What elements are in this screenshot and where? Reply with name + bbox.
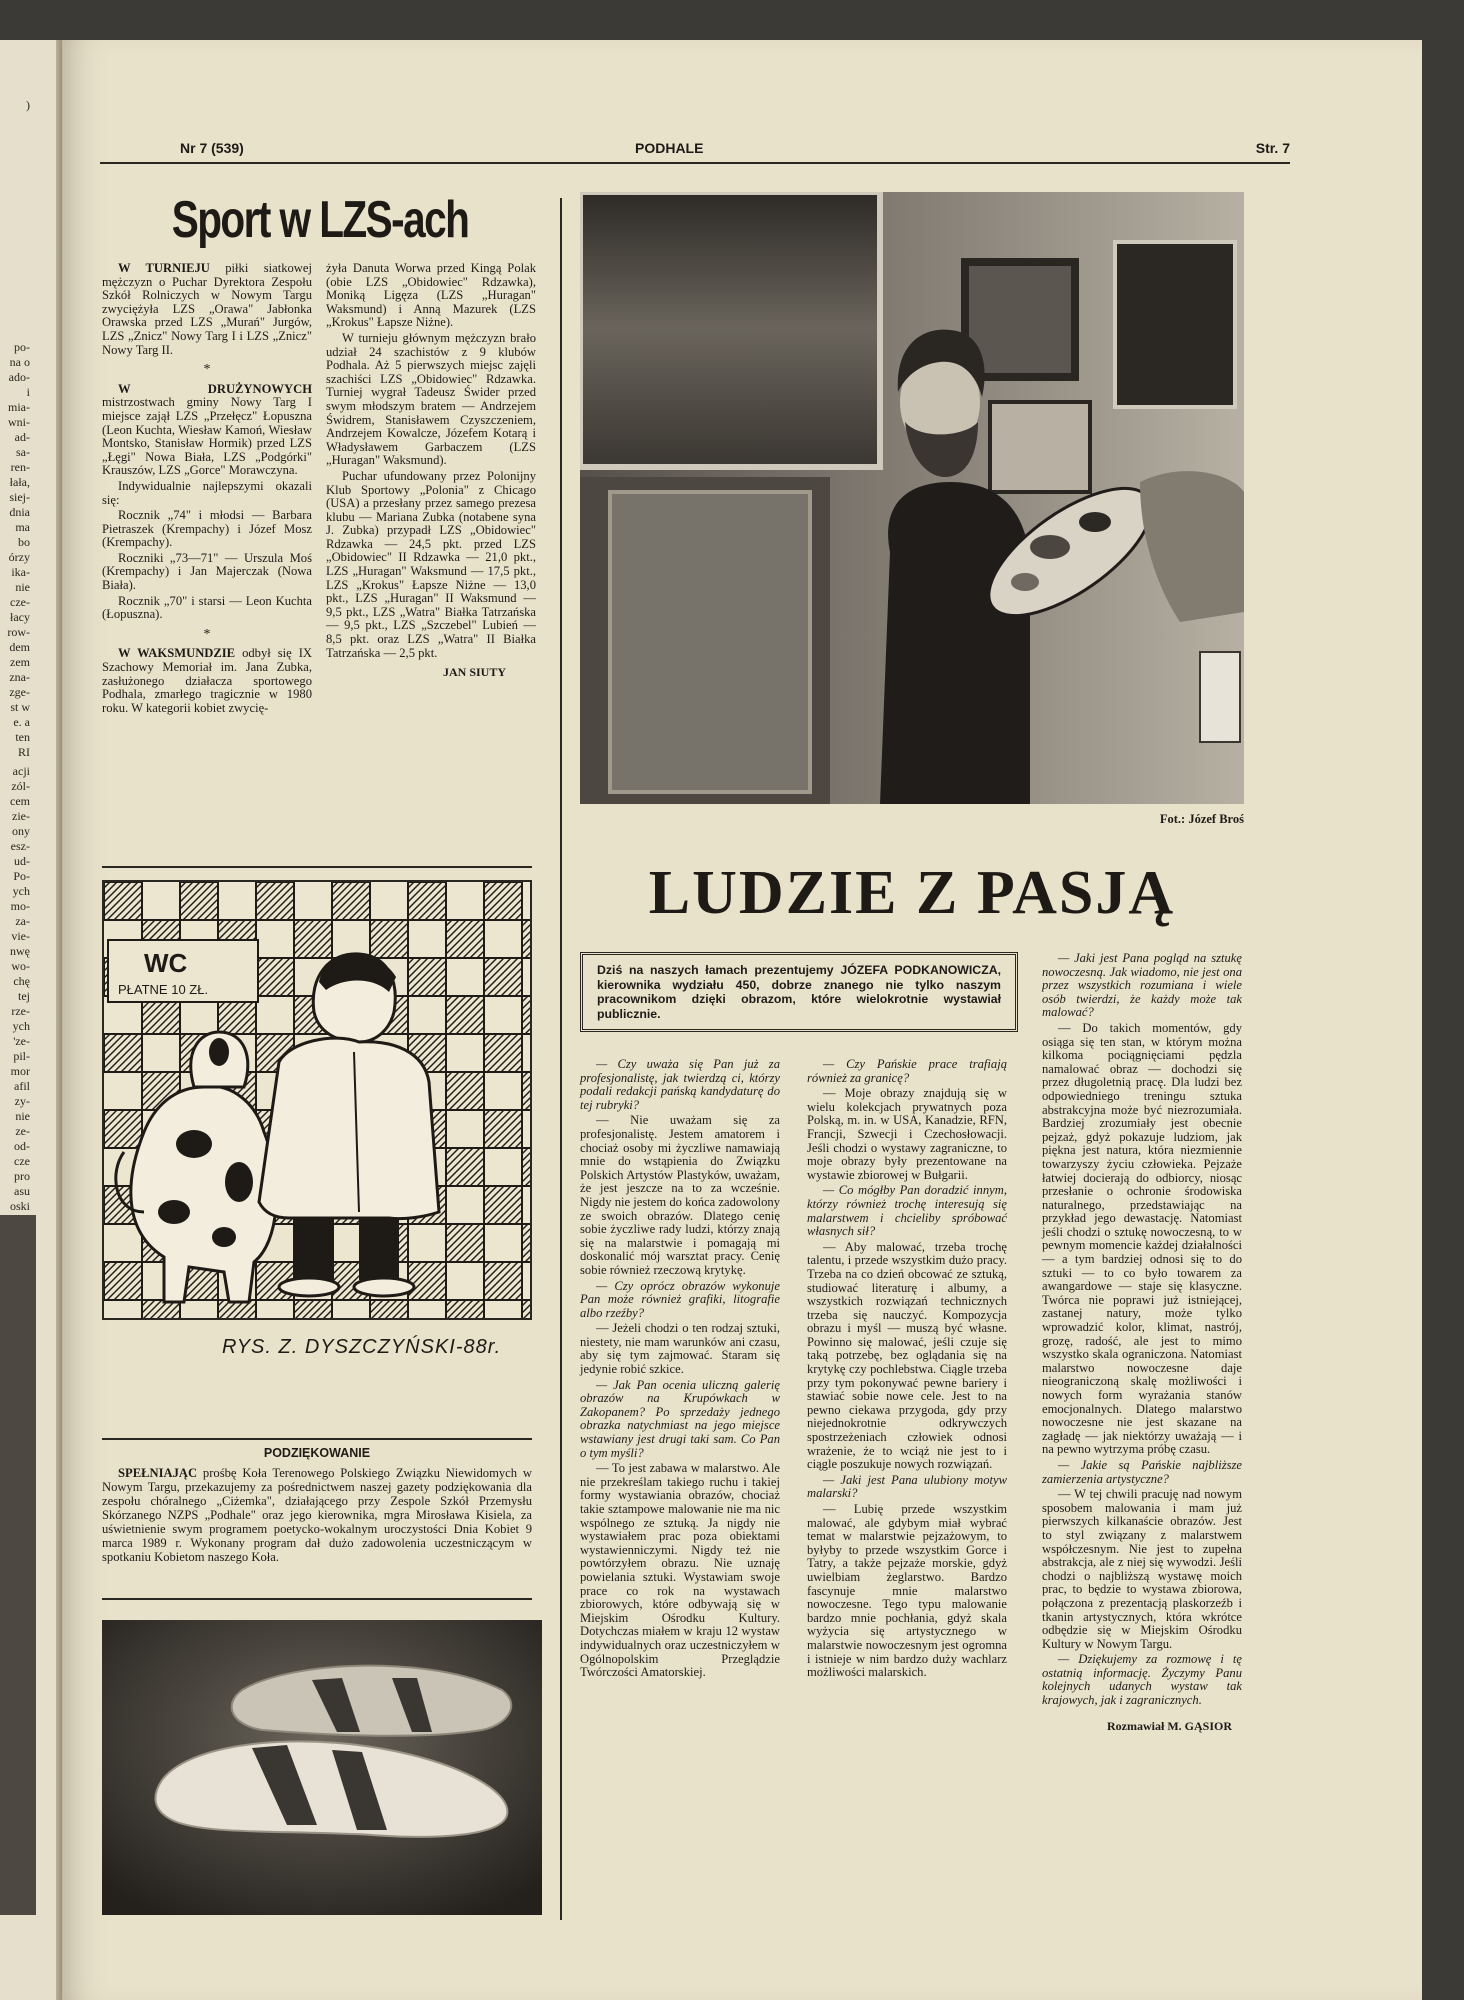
thanks-text: prośbę Koła Terenowego Polskiego Związku Niewidomych w Nowym Targu, przekazujemy za pośrednictwem naszej gazety podziękowania dla zespołu chóralnego „Ciżemka", działającego przy Zespole Szkół Przemysłu Skórzanego NZPS „Podhale" oraz jego kierownika, mgra Mirosława Kisiela, za uświetnienie swym programem poetycko-wokalnym uroczystości Dnia Kobiet 9 marca 1989 r. Wykonany program dał dużo zadowolenia uczestniczącym w spotkaniu Kobietom naszego Koła. xyxy=(102,1466,532,1564)
section-rule xyxy=(102,866,532,868)
fragment-line: pil- xyxy=(13,1049,30,1063)
interview-column-3 xyxy=(1042,952,1242,1733)
fragment-line: mia- xyxy=(8,400,30,414)
interview-question: — Jak Pan ocenia uliczną galerię obrazów na Krupówkach w Zakopanem? Po sprzedaży jednego obrazka natychmiast na jego miejsce wstawiany jest drugi taki sam. Co Pan o tym myśli? xyxy=(580,1377,780,1460)
fragment-line: ych xyxy=(12,1019,30,1033)
fragment-line: chę xyxy=(13,974,30,988)
sport-headline: Sport w LZS-ach xyxy=(171,191,469,249)
asterisk-separator: * xyxy=(203,362,211,378)
sport-paragraph xyxy=(102,383,312,478)
sport-paragraph: żyła Danuta Worwa przed Kingą Polak (obie LZS „Obidowiec" Rdzawka), Moniką Ligęza (LZS „Huragan" Waksmund) i Anną Mazurek (LZS „Krokus" Łapsze Niżne). xyxy=(326,261,536,330)
sport-paragraph xyxy=(102,647,312,715)
lead-words: W TURNIEJU xyxy=(118,261,210,275)
fragment-line: i xyxy=(26,385,30,399)
section-rule xyxy=(102,1438,532,1440)
shoe-photo xyxy=(102,1620,542,1915)
fragment-line: ) xyxy=(26,98,30,112)
interview-answer: — Lubię przede wszystkim malować, ale gdybym miał wybrać temat w malarstwie pejzażowym, to byłyby to przede wszystkim Gorce i Tatry, a także pejzaże morskie, gdyż uwielbiam żeglarstwo. Bardzo fascynuje mnie malarstwo nowoczesne. Tego typu malowanie bardzo mnie pochłania, gdyż skala wyżycia się artystycznego w malarstwie nowoczesnym jest ogromna i istnieje w nim bardzo duży wachlarz możliwości malarskich. xyxy=(807,1502,1007,1680)
fragment-line: ado- xyxy=(8,370,30,384)
interview-answer: — Do takich momentów, gdy osiąga się ten stan, w którym można kilkoma pociągnięciami pędzla namalować obraz — dochodzi się przez długoletnią pracę. Dla ludzi bez odpowiedniego treningu sztuka abstrakcyjna może być niezrozumiała. Bardziej zrozumiały jest obecnie pejzaż, gdyż pokazuje ludziom, jak piękna jest natura, która niezmiennie towarzyszy życiu człowieka. Pejzaże łatwiej docierają do odbiorcy, niosąc przesłanie o ochronie środowiska naturalnego, przedstawiając na przykład jego dewastację. Natomiast jeśli chodzi o sztukę nowoczesną, to w pewnym momencie każdej działalności — a tym bardziej odnosi się to do sztuki — to co było towarem za awangardowe — staje się klasyczne. Twórca nie poprawi już istniejącej, zastanej natury, może tylko wprowadzić kolor, klimat, nastrój, grozę, radość, ale jest to mimo wszystko skala ograniczona. Natomiast malarstwo nowoczesne daje nieograniczoną skalę możliwości i nowych form wyrażania stanów emocjonalnych. Dlatego malarstwo nowoczesne nie jest skazane na zagładę — jak niektórzy uważają — i na pewno wytrzyma próbę czasu. xyxy=(1042,1020,1242,1457)
newspaper-page xyxy=(62,40,1422,2000)
interview-column-1 xyxy=(580,1058,780,1682)
feature-lead: Dziś na naszych łamach prezentujemy JÓZEFA PODKANOWICZA, kierownika wydziału 450, dobrze znanego nie tylko naszym pracownikom dzięki obrazom, które wielokrotnie wystawiał publicznie. xyxy=(580,952,1018,1032)
fragment-line: na o xyxy=(9,355,30,369)
fragment-line: zól- xyxy=(11,779,30,793)
fragment-line: dem xyxy=(9,640,30,654)
fragment-line: oski xyxy=(9,1199,30,1213)
interview-answer: — Jeżeli chodzi o ten rodzaj sztuki, niestety, nie mam warunków ani czasu, aby się tym zajmować. Staram się jedynie robić szkice. xyxy=(580,1321,780,1377)
interview-question: — Dziękujemy za rozmowę i tę ostatnią informację. Życzymy Panu kolejnych udanych wystaw tak krajowych, jak i zagranicznych. xyxy=(1042,1652,1242,1708)
photo-credit: Fot.: Józef Broś xyxy=(1159,812,1244,826)
fragment-line: cze- xyxy=(10,595,30,609)
wc-sign-price: PŁATNE 10 ZŁ. xyxy=(118,982,209,997)
fragment-line: wo- xyxy=(11,959,30,973)
column-divider xyxy=(560,198,562,1920)
interview-answer: — W tej chwili pracuję nad nowym sposobem malowania i mam już pierwszych kilkanaście obrazów. Jest to styl związany z malarstwem współczesnym. Nie jest to zupełna abstrakcja, ale z niej się wywodzi. Jeśli chodzi o najbliższą wystawę moich prac, to będzie to wystawa zbiorowa, połączona z prezentacją plaskorzeźb i tkanin artystycznych, która wkrótce odbędzie się w Miejskim Ośrodku Kultury w Nowym Targu. xyxy=(1042,1487,1242,1651)
fragment-line: sa- xyxy=(16,445,30,459)
thanks-lead: SPEŁNIAJĄC xyxy=(118,1466,198,1480)
fragment-line: cze xyxy=(14,1154,30,1168)
paper-name: PODHALE xyxy=(635,140,704,156)
fragment-line: tej xyxy=(18,989,30,1003)
fragment-line: asu xyxy=(14,1184,30,1198)
fragment-line: dnia xyxy=(9,505,30,519)
fragment-line: pro xyxy=(14,1169,30,1183)
fragment-line: zy- xyxy=(14,1094,30,1108)
painter-photo xyxy=(580,192,1244,804)
running-header xyxy=(100,140,1290,162)
cartoon-signature: RYS. Z. DYSZCZYŃSKI-88r. xyxy=(222,1336,502,1358)
fragment-line: mo- xyxy=(10,899,30,913)
feature-headline: LUDZIE Z PASJĄ xyxy=(648,859,1176,927)
fragment-line: cem xyxy=(10,794,30,808)
fragment-line: siej- xyxy=(9,490,30,504)
fragment-line: po- xyxy=(14,340,30,354)
fragment-line: zem xyxy=(10,655,30,669)
interview-question: — Co mógłby Pan doradzić innym, którzy również trochę interesują się malarstwem i chcieliby spróbować własnych sił? xyxy=(807,1183,1007,1239)
sport-column-1 xyxy=(102,262,312,717)
left-fragment-top xyxy=(0,98,30,113)
interview-question: — Czy Pańskie prace trafiają również za granicę? xyxy=(807,1057,1007,1085)
sport-paragraph xyxy=(102,509,312,550)
fragment-line: RI xyxy=(18,745,30,759)
fragment-line: row- xyxy=(7,625,30,639)
header-rule xyxy=(100,162,1290,164)
asterisk-separator: * xyxy=(203,626,211,642)
fragment-line: wni- xyxy=(8,415,30,429)
fragment-line: bo xyxy=(18,535,30,549)
paragraph-text: Indywidualnie najlepszymi okazali się: xyxy=(102,478,312,507)
thanks-body xyxy=(102,1466,532,1564)
fragment-line: ren- xyxy=(10,460,30,474)
fragment-line: ony xyxy=(12,824,30,838)
fragment-line: mor xyxy=(10,1064,30,1078)
fragment-line: od- xyxy=(14,1139,30,1153)
fragment-line: Po- xyxy=(13,869,30,883)
fragment-line: afil xyxy=(14,1079,30,1093)
lead-words: W WAKSMUNDZIE xyxy=(118,646,236,661)
section-rule xyxy=(102,1598,532,1600)
left-fragment-lower xyxy=(0,764,30,1229)
interview-question: — Jaki jest Pana pogląd na sztukę nowoczesną. Jak wiadomo, nie jest ona przez wszystkich rozumiana i wiele osób twierdzi, że każdy może tak malować? xyxy=(1042,951,1242,1020)
fragment-line: rze- xyxy=(11,1004,30,1018)
fragment-line: nie xyxy=(15,580,30,594)
sport-paragraph xyxy=(102,552,312,593)
fragment-line: ych xyxy=(12,884,30,898)
sport-column-2 xyxy=(326,262,536,680)
sport-paragraph: Puchar ufundowany przez Polonijny Klub Sportowy „Polonia" z Chicago (USA) a przesłany przez samego prezesa klubu — Mariana Zubka (notabene syna J. Zubka) przypadł LZS „Obidowiec" Rdzawka — 24,5 pkt. przed LZS „Obidowiec" II Rdzawka — 21,0 pkt., LZS „Huragan" Waksmund — 17,5 pkt., LZS „Krokus" Łapsze Niżne — 13,0 pkt., LZS „Huragan" II Waksmund — 9,5 pkt., LZS „Watra" Białka Tatrzańska — 9,5 pkt., LZS „Szczebel" Lubień — 8,5 pkt. oraz LZS „Watra" II Białka Tatrzańska — 2,5 pkt. xyxy=(326,468,536,660)
fragment-line: ze- xyxy=(15,1124,30,1138)
paragraph-text: piłki siatkowej mężczyzn o Puchar Dyrektora Zespołu Szkół Rolniczych w Nowym Targu zwyciężyła LZS „Orawa" Jabłonka Orawska przed LZS „Murań" Jurgów, LZS „Znicz" Nowy Targ I i LZS „Znicz" Nowy Targ II. xyxy=(102,261,312,357)
interview-question: — Jakie są Pańskie najbliższe zamierzenia artystyczne? xyxy=(1042,1457,1242,1486)
fragment-line: łała, xyxy=(9,475,30,489)
adjacent-page-fragment xyxy=(0,40,62,2000)
sport-paragraph: W turnieju głównym mężczyzn brało udział 24 szachistów z 9 klubów Podhala. Aż 5 pierwszych miejsc zajęli szachiści LZS „Obidowiec" Rdzawka. Turniej wygrał Tadeusz Świder przed swym młodszym bratem — Andrzejem Świdrem, Stanisławem Czyszczeniem, Andrzejem Kowalcze, Józefem Kotarą i Władysławem Garbaczem (LZS „Huragan" Waksmund). xyxy=(326,330,536,468)
interview-answer: — Aby malować, trzeba trochę talentu, i przede wszystkim dużo pracy. Trzeba na co dzień obcować ze sztuką, studiować literaturę i albumy, a wszystkich rozwiązań technicznych trzeba się nauczyć. Kompozycja obrazu i myśl — muszą być własne. Powinno się malować, jeśli czuje się taką potrzebę, bez oglądania się na krytykę czy pochlebstwa. Ciągle trzeba przy tym pokonywać pewne bariery i stawiać sobie nowe cele. Jest to na pewno ciekawa przygoda, gdy przy niejednokrotnie odkrywczych spostrzeżeniach człowiek odnosi wrażenie, że to wciąż nie jest to i ciągle poszukuje nowych rozwiązań. xyxy=(807,1239,1007,1472)
fragment-line: zge- xyxy=(9,685,30,699)
interview-question: — Czy uważa się Pan już za profesjonalistę, jak twierdzą ci, którzy podali redakcji pańską kandydaturę do tej rubryki? xyxy=(580,1057,780,1112)
interview-answer: — Nie uważam się za profesjonalistę. Jestem amatorem i chociaż osoby mi życzliwe namawiają mnie do wstąpienia do Związku Polskich Artystów Plastyków, uważam, że jest jeszcze na to za wcześnie. Nigdy nie jestem do końca zadowolony ze swoich obrazów. Dlatego cenię sobie życzliwe rady ludzi, którzy znają się na malarstwie i pomagają mi doskonalić mój warsztat pracy. Cenię sobie również rzeczową krytykę. xyxy=(580,1113,780,1277)
sport-paragraph xyxy=(102,262,312,357)
page-number: Str. 7 xyxy=(1255,140,1290,156)
sport-paragraph xyxy=(102,480,312,507)
paragraph-text: Roczniki „73—71" — Urszula Moś (Krempachy) i Jan Majerczak (Nowa Biała). xyxy=(102,550,312,593)
interview-question: — Jaki jest Pana ulubiony motyw malarski? xyxy=(807,1472,1007,1501)
fragment-line: esz- xyxy=(10,839,30,853)
interview-answer: — To jest zabawa w malarstwo. Ale nie przekreślam takiego ruchu i takiej formy wystawiania obrazów, chociaż takie sztampowe malowanie nie ma nic wspólnego ze sztuką. Ja nigdy nie wystawiałem prac poza obiektami wystawienniczymi. Nigdy też nie powtórzyłem obrazu. Nie uznaję powielania sztuki. Wystawiam swoje prace co rok na wystawach zbiorowych, które odbywają się w Miejskim Ośrodku Kultury. Dotychczas miałem w kraju 12 wystaw indywidualnych oraz uczestniczyłem w Ogólnopolskim Przeglądzie Twórczości Amatorskiej. xyxy=(580,1461,780,1680)
lead-words: W DRUŻYNOWYCH xyxy=(118,381,312,396)
interview-question: — Czy oprócz obrazów wykonuje Pan może również grafiki, litografie albo rzeźby? xyxy=(580,1278,780,1320)
issue-number: Nr 7 (539) xyxy=(180,140,244,156)
paragraph-text: Rocznik „74" i młodsi — Barbara Pietraszek (Krempachy) i Józef Mosz (Krempachy). xyxy=(102,508,312,550)
fragment-line: e. a xyxy=(13,715,30,729)
fragment-line: ma xyxy=(15,520,30,534)
sport-author: JAN SIUTY xyxy=(442,665,506,680)
fragment-line: zna- xyxy=(9,670,30,684)
fragment-line: acji xyxy=(12,764,30,778)
paragraph-text: mistrzostwach gminy Nowy Targ I miejsce zajął LZS „Przełęcz" Łopuszna (Leon Kuchta, Wiesław Kamoń, Wiesław Montsko, Stanisław Hormik) przed LZS „Łęgi" Nowa Biała, LZS „Podgórki" Krauszów, LZS „Gorce" Morawczyna. xyxy=(102,395,312,478)
man-figure xyxy=(259,954,439,1296)
interviewer-credit: Rozmawiał M. GĄSIOR xyxy=(1107,1718,1232,1733)
interview-answer: — Moje obrazy znajdują się w wielu kolekcjach prywatnych poza Polską, m. in. w USA, Kanadzie, RFN, Francji, Szwecji i Czechosłowacji. Jeśli chodzi o wystawy zagraniczne, to moje obrazy były prezentowane na wystawie zbiorowej w Bułgarii. xyxy=(807,1086,1007,1182)
paragraph-text: odbył się IX Szachowy Memoriał im. Jana Zubka, zasłużonego działacza sportowego Podhala, zmarłego tragicznie w 1980 roku. W kategorii kobiet zwycię- xyxy=(102,646,312,715)
fragment-line: zie- xyxy=(12,809,30,823)
sport-paragraph xyxy=(102,595,312,622)
cartoon-illustration xyxy=(102,880,532,1320)
fragment-line: órzy xyxy=(8,550,30,564)
left-fragment-middle xyxy=(0,340,30,760)
fragment-line: ika- xyxy=(11,565,30,579)
fragment-line: łacy xyxy=(10,610,30,624)
fragment-line: nie xyxy=(15,1109,30,1123)
interview-column-2 xyxy=(807,1058,1007,1682)
fragment-line: 'ze- xyxy=(13,1034,30,1048)
left-page-photo xyxy=(0,1215,36,1915)
fragment-line: vie- xyxy=(11,929,30,943)
fragment-line: ten xyxy=(15,730,30,744)
fragment-line: ud- xyxy=(14,854,30,868)
fragment-line: ad- xyxy=(14,430,30,444)
thanks-heading: PODZIĘKOWANIE xyxy=(263,1446,371,1460)
wc-sign-title: WC xyxy=(144,948,188,978)
fragment-line: nwę xyxy=(10,944,30,958)
paragraph-text: Rocznik „70" i starsi — Leon Kuchta (Łopuszna). xyxy=(102,593,312,622)
fragment-line: st w xyxy=(10,700,30,714)
fragment-line: za- xyxy=(15,914,30,928)
